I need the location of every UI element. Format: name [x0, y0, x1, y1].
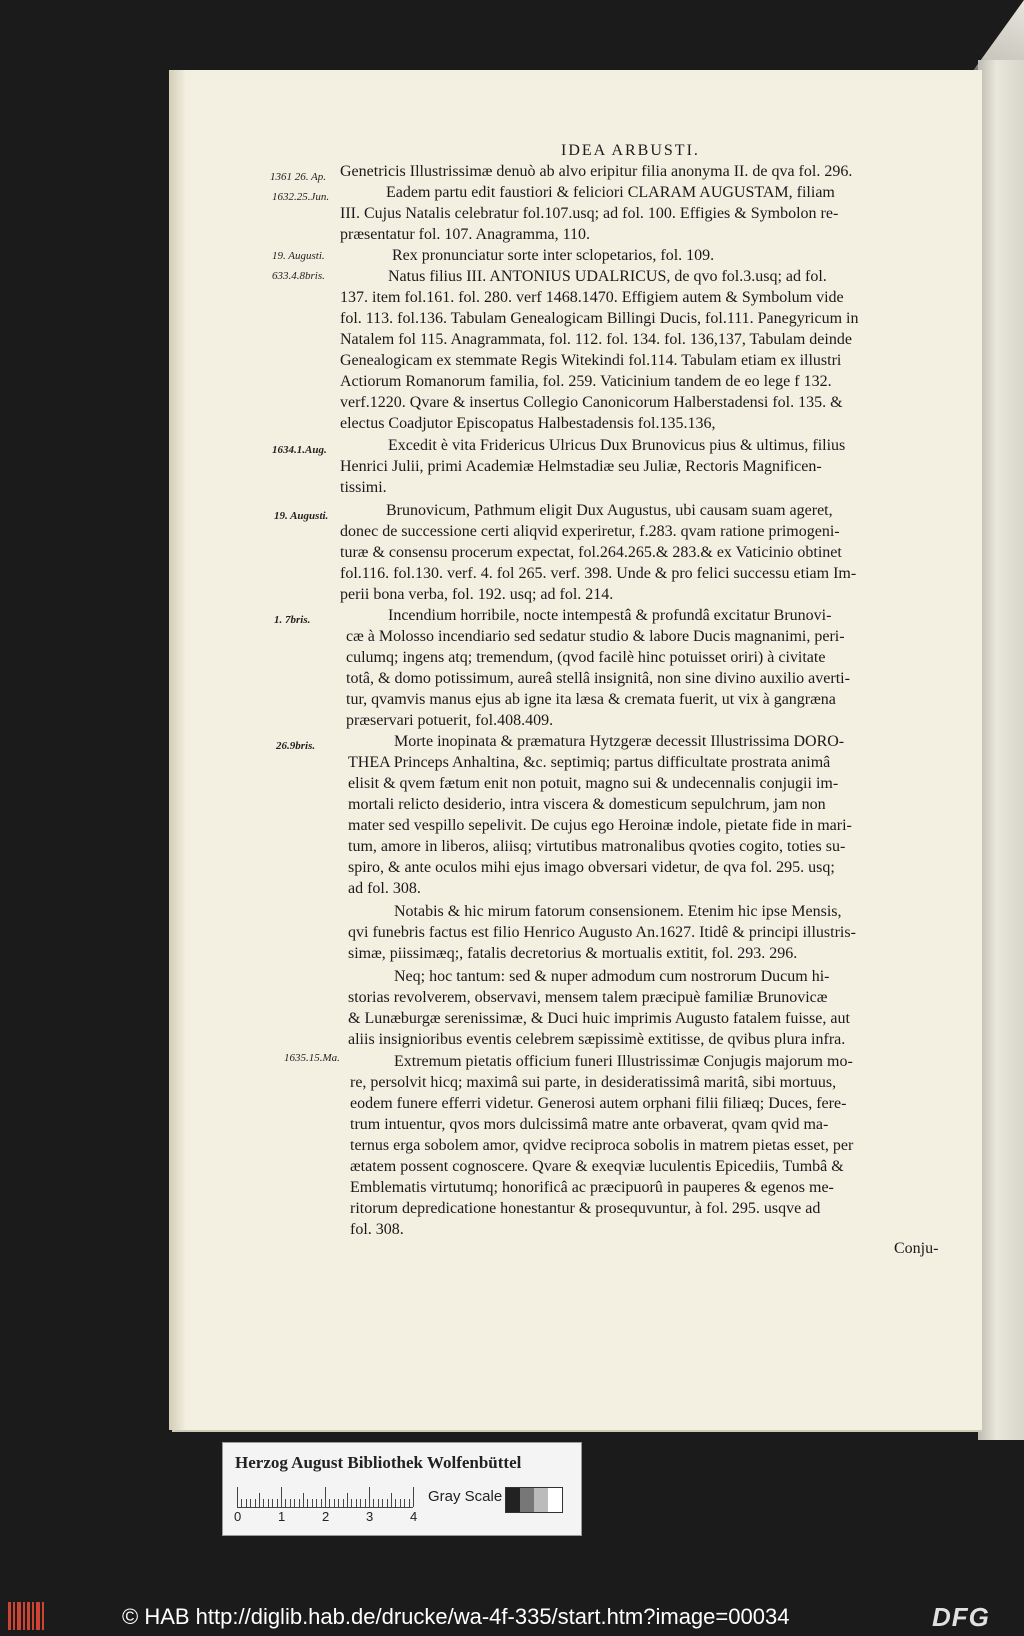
text-line: Extremum pietatis officium funeri Illustrissimæ Conjugis majorum mo-	[394, 1053, 853, 1070]
ruler-tick	[329, 1499, 330, 1507]
footer-bar	[0, 1596, 1024, 1636]
text-line: ritorum depredicatione honestantur & prosequvuntur, à fol. 295. usqve ad	[350, 1200, 821, 1217]
ruler-tick	[351, 1499, 352, 1507]
text-line: simæ, piissimæq;, fatalis decretorius & mortualis extitit, fol. 293. 296.	[348, 945, 798, 962]
text-line: Eadem partu edit faustiori & feliciori CLARAM AUGUSTAM, filiam	[386, 184, 835, 201]
margin-note: 1. 7bris.	[274, 614, 311, 626]
page-header: IDEA ARBUSTI.	[561, 142, 700, 159]
text-line: qvi funebris factus est filio Henrico Augusto An.1627. Itidê & principi illustris-	[348, 924, 856, 941]
catchword: Conju-	[894, 1240, 939, 1257]
dfg-logo: DFG	[932, 1602, 990, 1632]
ruler-tick	[259, 1493, 260, 1507]
text-line: storias revolverem, observavi, mensem talem præcipuè familiæ Brunovicæ	[348, 989, 828, 1006]
margin-note: 19. Augusti.	[274, 510, 329, 522]
text-line: Actiorum Romanorum familia, fol. 259. Vaticinium tandem de eo lege f 132.	[340, 373, 832, 390]
text-line: re, persolvit hicq; maximâ sui parte, in desideratissimâ maritâ, sibi mortuus,	[350, 1074, 837, 1091]
text-line: tur, qvamvis manus ejus ab igne ita læsa & cremata fuerit, ut vix à gangræna	[346, 691, 836, 708]
ruler-tick	[369, 1487, 370, 1507]
text-line: Rex pronunciatur sorte inter sclopetarios, fol. 109.	[392, 247, 715, 264]
ruler-tick	[272, 1499, 273, 1507]
ruler-tick	[263, 1499, 264, 1507]
text-line: totâ, & domo potissimum, aureâ stellâ insignitâ, non sine divino auxilio averti-	[346, 670, 850, 687]
text-line: Natus filius III. ANTONIUS UDALRICUS, de qvo fol.3.usq; ad fol.	[388, 268, 827, 285]
text-line: trum intuentur, qvos mors dulcissimâ matre ante orbaverat, qvam qvid ma-	[350, 1116, 829, 1133]
ruler-tick	[312, 1499, 313, 1507]
text-line: Excedit è vita Fridericus Ulricus Dux Brunovicus pius & ultimus, filius	[388, 437, 846, 454]
text-line: elisit & qvem fætum enit non potuit, magno sui & undecennalis conjugii im-	[348, 775, 839, 792]
text-line: præsentatur fol. 107. Anagramma, 110.	[340, 226, 591, 243]
next-page-edge	[978, 60, 1024, 1440]
text-line: ad fol. 308.	[348, 880, 421, 897]
gray-swatch	[506, 1488, 520, 1512]
text-line: Genealogicam ex stemmate Regis Witekindi fol.114. Tabulam etiam ex illustri	[340, 352, 842, 369]
text-line: turæ & consensu procerum expectat, fol.264.265.& 283.& ex Vaticinio obtinet	[340, 544, 842, 561]
text-line: culumq; ingens atq; tremendum, (qvod facilè hinc potuisset oriri) à civitate	[346, 649, 826, 666]
ruler-tick	[237, 1487, 238, 1507]
text-line: III. Cujus Natalis celebratur fol.107.usq; ad fol. 100. Effigies & Symbolon re-	[340, 205, 839, 222]
color-scale-card	[222, 1442, 582, 1536]
text-line: THEA Princeps Anhaltina, &c. septimiq; partus difficultate prostrata animâ	[348, 754, 831, 771]
gray-scale-swatches	[505, 1487, 563, 1513]
ruler-tick	[404, 1499, 405, 1507]
ruler-tick	[241, 1499, 242, 1507]
library-name: Herzog August Bibliothek Wolfenbüttel	[235, 1453, 522, 1472]
margin-note: 1361 26. Ap.	[270, 171, 327, 183]
ruler-tick	[378, 1499, 379, 1507]
ruler-tick	[409, 1499, 410, 1507]
ruler-tick	[343, 1499, 344, 1507]
ruler-tick	[246, 1499, 247, 1507]
text-line: donec de successione certi aliqvid experiretur, f.283. qvam ratione primogeni-	[340, 523, 840, 540]
ruler-tick	[325, 1487, 326, 1507]
text-line: mortali relicto desiderio, intra viscera & domesticum sepulchrum, jam non	[348, 796, 826, 813]
ruler-tick	[307, 1499, 308, 1507]
ruler-tick	[391, 1493, 392, 1507]
ruler-tick	[387, 1499, 388, 1507]
ruler-tick	[285, 1499, 286, 1507]
ruler-tick	[365, 1499, 366, 1507]
text-line: spiro, & ante oculos mihi ejus imago obversari videtur, de qva fol. 295. usq;	[348, 859, 835, 876]
margin-note: 1632.25.Jun.	[272, 191, 330, 203]
ruler-tick	[268, 1499, 269, 1507]
margin-note: 19. Augusti.	[272, 250, 325, 262]
margin-note: 1634.1.Aug.	[272, 444, 327, 456]
ruler-number: 2	[322, 1509, 330, 1524]
gray-scale-label: Gray Scale	[428, 1488, 503, 1505]
text-line: & Lunæburgæ serenissimæ, & Duci huic imprimis Augusto fatalem fuisse, aut	[348, 1010, 850, 1027]
ruler-tick	[290, 1499, 291, 1507]
ruler-tick	[294, 1499, 295, 1507]
ruler-tick	[373, 1499, 374, 1507]
text-line: ætatem possent cognoscere. Qvare & exeqviæ luculentis Epicediis, Tumbâ &	[350, 1158, 844, 1175]
ruler-number: 4	[410, 1509, 418, 1524]
ruler-tick	[382, 1499, 383, 1507]
text-line: eodem funere efferri videtur. Generosi autem orphani filii filiæq; Duces, fere-	[350, 1095, 847, 1112]
text-line: tum, amore in liberos, aliisq; virtutibus matronalibus qvoties cogito, toties su-	[348, 838, 846, 855]
ruler-tick	[250, 1499, 251, 1507]
ruler-tick	[360, 1499, 361, 1507]
text-line: aliis insignioribus eventis celebrem sæpissimè extitisse, de qvibus plura infra.	[348, 1031, 846, 1048]
ruler-tick	[400, 1499, 401, 1507]
text-line: fol. 308.	[350, 1221, 404, 1238]
ruler-tick	[334, 1499, 335, 1507]
ruler-tick	[413, 1487, 414, 1507]
text-line: ternus erga sobolem amor, qvidve reciproca sobolis in matrem pietas esset, per	[350, 1137, 854, 1154]
text-line: mater sed vespillo sepelivit. De cujus ego Heroinæ indole, pietate fide in mari-	[348, 817, 852, 834]
text-line: fol. 113. fol.136. Tabulam Genealogicam Billingi Ducis, fol.111. Panegyricum in	[340, 310, 859, 327]
text-line: præservari potuerit, fol.408.409.	[346, 712, 554, 729]
ruler-tick	[316, 1499, 317, 1507]
text-line: 137. item fol.161. fol. 280. verf 1468.1470. Effigiem autem & Symbolum vide	[340, 289, 844, 306]
text-line: electus Coadjutor Episcopatus Halbestadensis fol.135.136,	[340, 415, 716, 432]
text-line: Brunovicum, Pathmum eligit Dux Augustus, ubi causam suam ageret,	[386, 502, 833, 519]
text-line: Emblematis virtutumq; honorificâ ac præcipuorû in pauperes & egenos me-	[350, 1179, 834, 1196]
measurement-ruler	[237, 1485, 413, 1508]
ruler-tick	[356, 1499, 357, 1507]
text-line: cæ à Molosso incendiario sed sedatur studio & labore Ducis magnanimi, peri-	[346, 628, 845, 645]
ruler-tick	[321, 1499, 322, 1507]
ruler-tick	[395, 1499, 396, 1507]
text-line: perii bona verba, fol. 192. usq; ad fol. 214.	[340, 586, 614, 603]
text-line: Genetricis Illustrissimæ denuò ab alvo eripitur filia anonyma II. de qva fol. 296.	[340, 163, 853, 180]
margin-note: 26.9bris.	[276, 740, 316, 752]
ruler-tick	[281, 1487, 282, 1507]
ruler-tick	[347, 1493, 348, 1507]
barcode-icon	[8, 1602, 46, 1630]
text-line: Natalem fol 115. Anagrammata, fol. 112. fol. 134. fol. 136,137, Tabulam deinde	[340, 331, 852, 348]
ruler-tick	[299, 1499, 300, 1507]
text-line: tissimi.	[340, 479, 387, 496]
ruler-number: 3	[366, 1509, 374, 1524]
text-line: Morte inopinata & præmatura Hytzgeræ decessit Illustrissima DORO-	[394, 733, 845, 750]
gray-swatch	[548, 1488, 562, 1512]
ruler-number: 1	[278, 1509, 286, 1524]
gray-swatch	[534, 1488, 548, 1512]
ruler-tick	[303, 1493, 304, 1507]
gray-swatch	[520, 1488, 534, 1512]
ruler-tick	[255, 1499, 256, 1507]
copyright-url: © HAB http://diglib.hab.de/drucke/wa-4f-335/start.htm?image=00034	[122, 1604, 790, 1629]
text-line: Incendium horribile, nocte intempestâ & profundâ excitatur Brunovi-	[388, 607, 832, 624]
margin-note: 633.4.8bris.	[272, 270, 325, 282]
text-line: Notabis & hic mirum fatorum consensionem. Etenim hic ipse Mensis,	[394, 903, 842, 920]
ruler-tick	[277, 1499, 278, 1507]
margin-note: 1635.15.Ma.	[284, 1052, 340, 1064]
text-line: Henrici Julii, primi Academiæ Helmstadiæ seu Juliæ, Rectoris Magnificen-	[340, 458, 822, 475]
text-line: Neq; hoc tantum: sed & nuper admodum cum nostrorum Ducum hi-	[394, 968, 830, 985]
text-line: verf.1220. Qvare & insertus Collegio Canonicorum Halberstadensi fol. 135. &	[340, 394, 843, 411]
ruler-number: 0	[234, 1509, 242, 1524]
text-line: fol.116. fol.130. verf. 4. fol 265. verf. 398. Unde & pro felici successu etiam Im-	[340, 565, 857, 582]
ruler-tick	[338, 1499, 339, 1507]
